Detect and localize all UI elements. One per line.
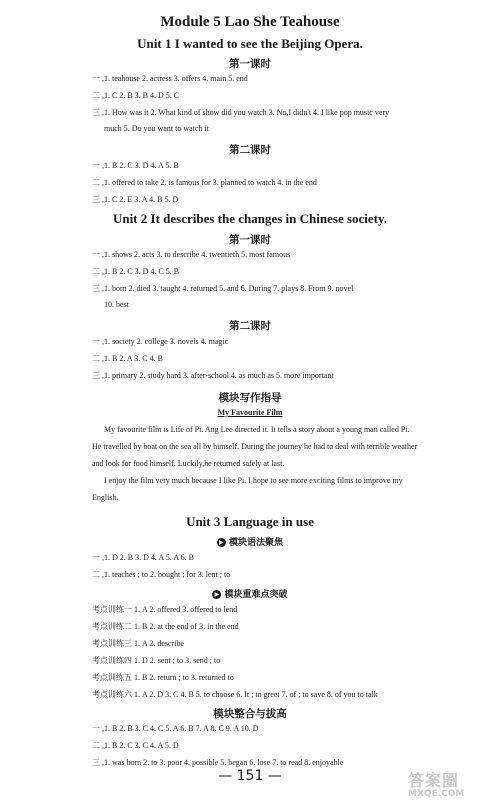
answer-line: 三 ,1. How was it 2. What kind of show did you watch 3. No,I didn't 4. I like pop music very	[92, 108, 390, 117]
answer-line: 三 ,1. C 2. E 3. A 4. B 5. D	[92, 195, 179, 204]
module-5-title: Module 5 Lao She Teahouse	[160, 14, 340, 30]
answer-line: 二 ,1. offered to take 2. is famous for 3. planned to watch 4. in the end	[92, 178, 317, 187]
unit1-lesson1-heading: 第一课时	[229, 58, 271, 70]
answer-line: 一 ,1. B 2. B 3. C 4. C 5. A 6. B 7. A 8. C 9. A 10. D	[92, 724, 259, 733]
essay-line: He travelled by boat on the sea all by himself. During the journey he had to deal with terrible weather	[92, 442, 418, 451]
answer-line: 二 ,1. teaches ; to 2. bought ; for 3. lent ; to	[92, 570, 231, 579]
keypoint-line: 考点训练六 1. A 2. D 3. C 4. B 5. to choose 6. It ; to greet 7. of ; to save 8. of you to talk	[92, 690, 378, 699]
unit-2-title: Unit 2 It describes the changes in Chinese society.	[112, 211, 388, 226]
keypoint-line: 考点训练四 1. D 2. sent ; to 3. send ; to	[92, 656, 221, 665]
watermark-text: 答案圈	[408, 771, 460, 790]
grammar-focus-label: 模块语法聚焦	[228, 538, 283, 548]
answer-line: 一 ,1. shows 2. acts 3. to describe 4. twentieth 5. most famous	[92, 250, 291, 259]
unit1-lesson2-heading: 第二课时	[229, 144, 271, 156]
answer-line: 一 ,1. D 2. B 3. D 4. A 5. A 6. B	[92, 553, 195, 562]
answer-line: 三 ,1. was born 2. to 3. poor 4. possible 5. began 6. lose 7. to read 8. enjoyable	[92, 758, 344, 767]
unit-1-title: Unit 1 I wanted to see the Beijing Opera.	[137, 36, 363, 51]
keypoint-line: 考点训练一 1. A 2. offered 3. offered to lend	[92, 605, 238, 614]
keypoint-line: 考点训练三 1. A 2. describe	[92, 639, 184, 648]
play-icon: ▶	[212, 590, 221, 599]
answer-line: 10. best	[104, 300, 129, 309]
keypoint-line: 考点训练二 1. B 2. at the end of 3. in the end	[92, 622, 239, 631]
answer-line: 一 ,1. teahouse 2. actress 3. offers 4. main 5. end	[92, 74, 248, 83]
grammar-focus-badge	[0, 535, 500, 548]
keypoint-line: 考点训练五 1. B 2. return ; to 3. returned to	[92, 673, 234, 682]
play-icon: ▶	[217, 538, 226, 547]
integration-heading: 模块整合与拔高	[213, 708, 287, 720]
answer-line: 二 ,1. C 2. B 3. B 4. D 5. C	[92, 91, 180, 100]
essay-line: English.	[92, 493, 119, 502]
answer-line: 一 ,1. B 2. C 3. D 4. A 5. B	[92, 161, 179, 170]
essay-line: I enjoy the film very much because I like Pi. I hope to see more exciting films to improve my	[104, 476, 403, 485]
answer-line: 三 ,1. born 2. died 3. taught 4. returned 5. and 6. During 7. plays 8. From 9. novel	[92, 284, 354, 293]
key-points-badge	[0, 587, 500, 600]
answer-line: 二 ,1. B 2. A 3. C 4. B	[92, 354, 163, 363]
answer-line: 一 ,1. society 2. college 3. novels 4. magic	[92, 337, 229, 346]
key-points-label: 模块重难点突破	[224, 590, 288, 600]
answer-line: 二 ,1. B 2. C 3. C 4. A 5. D	[92, 741, 179, 750]
answer-line: much 5. Do you want to watch it	[104, 124, 209, 133]
watermark-logo	[408, 768, 500, 800]
unit2-lesson1-heading: 第一课时	[229, 234, 271, 246]
essay-line: My favourite film is Life of Pi. Ang Lee directed it. It tells a story about a young man called Pi.	[104, 425, 410, 434]
essay-title: My Favourite Film	[217, 408, 283, 417]
unit2-lesson2-heading: 第二课时	[229, 320, 271, 332]
answer-line: 三 ,1. primary 2. study hard 3. after-school 4. as much as 5. more important	[92, 371, 334, 380]
watermark-url: MXQE.COM	[408, 789, 465, 799]
unit-3-title: Unit 3 Language in use	[186, 514, 314, 529]
page-number: — 151 —	[218, 768, 282, 784]
writing-guide-heading: 模块写作指导	[218, 392, 282, 404]
essay-line: and look for food himself. Luckily,he returned safely at last.	[92, 459, 285, 468]
answer-line: 二 ,1. B 2. C 3. D 4. C 5. B	[92, 267, 180, 276]
